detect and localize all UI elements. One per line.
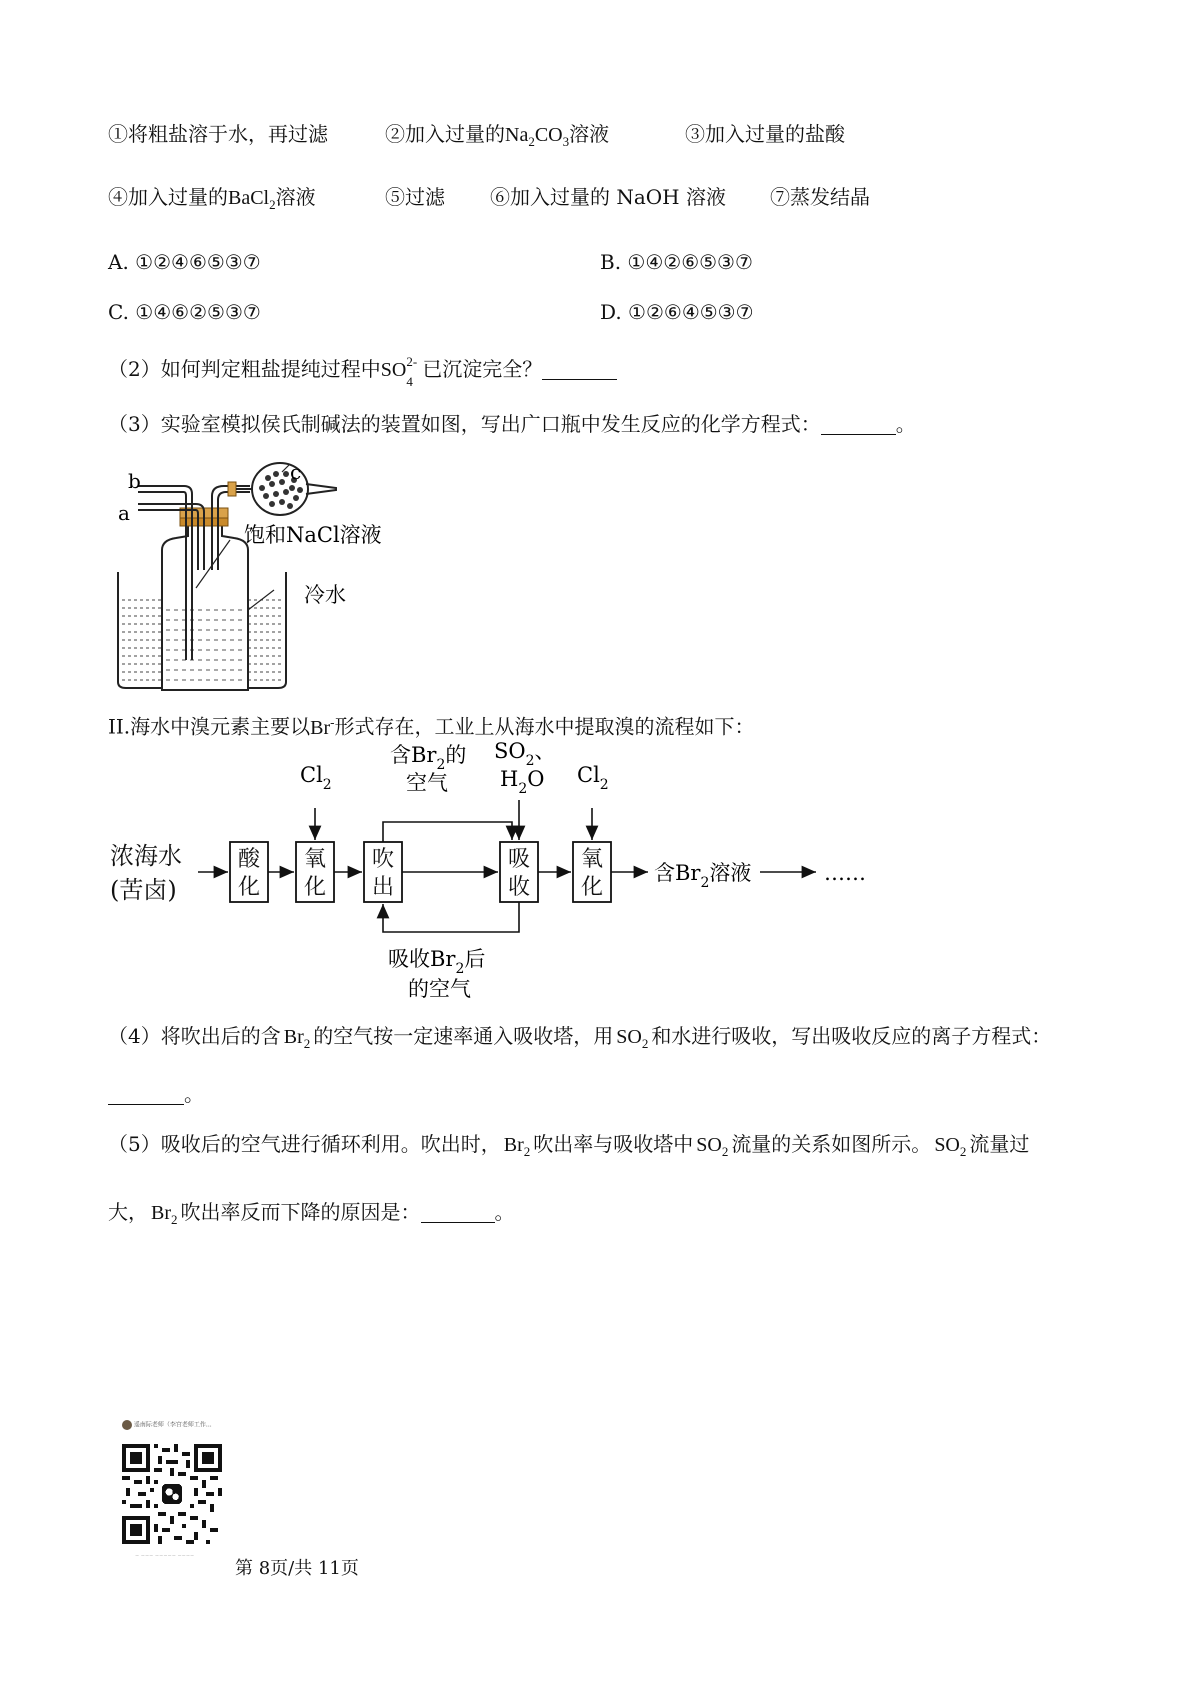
label-cold-water: 冷水 bbox=[304, 583, 346, 607]
option-d[interactable]: D. ①②⑥④⑤③⑦ bbox=[600, 300, 754, 324]
step-2-formula: $Na_2CO_3$ bbox=[505, 124, 570, 149]
step-3: ③加入过量的盐酸 bbox=[685, 122, 845, 146]
answer-blank-5[interactable] bbox=[421, 1202, 495, 1223]
box-absorb-2: 收 bbox=[507, 875, 531, 900]
option-c[interactable]: C. ①④⑥②⑤③⑦ bbox=[108, 300, 261, 324]
box-blow-1: 吹 bbox=[371, 847, 395, 872]
qr-code-image[interactable] bbox=[122, 1444, 222, 1544]
box-absorb-1: 吸 bbox=[507, 847, 531, 872]
answer-blank-4[interactable] bbox=[108, 1084, 184, 1105]
h2o-label: $H_2O$ bbox=[500, 767, 545, 797]
top-loop-label-2: 空气 bbox=[406, 771, 448, 795]
sulfate-formula: SO 2- 4 bbox=[380, 354, 418, 389]
label-a: a bbox=[118, 501, 130, 525]
box-oxidize-1: 氧 bbox=[303, 847, 327, 872]
step-7: ⑦蒸发结晶 bbox=[770, 185, 870, 209]
product-label: 含$Br_2$溶液 bbox=[654, 861, 752, 891]
label-b: b bbox=[128, 469, 141, 493]
page-footer: 第 8页/共 11页 bbox=[235, 1558, 359, 1579]
question-3: （3）实验室模拟侯氏制碱法的装置如图，写出广口瓶中发生反应的化学方程式： 。 bbox=[108, 412, 916, 436]
qr-footnote-decoration: ~ ~~~ ~~~~~ ~~~~ bbox=[135, 1553, 195, 1559]
so2-label: $SO_2$、 bbox=[494, 742, 556, 769]
box-blow-2: 出 bbox=[371, 875, 395, 900]
avatar bbox=[122, 1420, 132, 1430]
flow-start-line2: (苦卤) bbox=[110, 876, 177, 904]
apparatus-diagram bbox=[100, 460, 430, 695]
question-5-line1: （5）吸收后的空气进行循环利用。吹出时， $Br_2$ 吹出率与吸收塔中 $SO_2$ 流量的关系如图所示。 $SO_2$ 流量过 bbox=[108, 1132, 1030, 1159]
answer-blank-3[interactable] bbox=[821, 414, 896, 435]
bromine-flow-diagram bbox=[100, 742, 940, 1010]
answer-blank-2[interactable] bbox=[542, 359, 617, 380]
box-oxidize2-2: 化 bbox=[580, 875, 604, 900]
bottom-loop-label-1: 吸收$Br_2$后 bbox=[388, 947, 486, 977]
box-oxidize2-1: 氧 bbox=[580, 847, 604, 872]
step-2-prefix: ②加入过量的 bbox=[385, 122, 505, 146]
box-oxidize-2: 化 bbox=[303, 875, 327, 900]
step-4-formula: BaCl$_2$ bbox=[228, 187, 276, 212]
box-acidify-1: 酸 bbox=[237, 847, 261, 872]
step-5: ⑤过滤 bbox=[385, 185, 445, 209]
question-5-line2: 大， $Br_2$ 吹出率反而下降的原因是： 。 bbox=[108, 1200, 515, 1227]
option-b[interactable]: B. ①④②⑥⑤③⑦ bbox=[600, 250, 753, 274]
box-acidify-2: 化 bbox=[237, 875, 261, 900]
section-ii-intro: II.海水中溴元素主要以Br-形式存在，工业上从海水中提取溴的流程如下： bbox=[108, 714, 755, 739]
cl2-label-1: $Cl_2$ bbox=[300, 763, 332, 793]
label-c: c bbox=[290, 460, 302, 485]
step-4: ④加入过量的BaCl$_2$溶液 bbox=[108, 185, 316, 212]
question-4-answer: 。 bbox=[108, 1080, 204, 1108]
step-6: ⑥加入过量的 NaOH 溶液 bbox=[490, 185, 726, 209]
ellipsis: …… bbox=[824, 861, 866, 885]
label-nacl: 饱和NaCl溶液 bbox=[244, 523, 382, 547]
qr-header bbox=[122, 1420, 232, 1442]
step-2-suffix: 溶液 bbox=[569, 122, 610, 146]
cl2-label-2: $Cl_2$ bbox=[577, 763, 609, 793]
question-4: （4）将吹出后的含 $Br_2$ 的空气按一定速率通入吸收塔，用 $SO_2$ 和水进行吸收，写出吸收反应的离子方程式： bbox=[108, 1024, 1052, 1051]
top-loop-label-1: 含$Br_2$的 bbox=[390, 743, 467, 773]
step-2 bbox=[385, 120, 609, 156]
step-1: ①将粗盐溶于水，再过滤 bbox=[108, 122, 328, 146]
question-2: （2）如何判定粗盐提纯过程中SO 2- 4 已沉淀完全？ bbox=[108, 355, 617, 384]
flow-start-line1: 浓海水 bbox=[110, 842, 182, 870]
qr-header-text: 遥南际老师（李宫老师工作... bbox=[133, 1421, 212, 1429]
option-a[interactable]: A. ①②④⑥⑤③⑦ bbox=[108, 250, 261, 274]
bottom-loop-label-2: 的空气 bbox=[408, 977, 471, 1001]
